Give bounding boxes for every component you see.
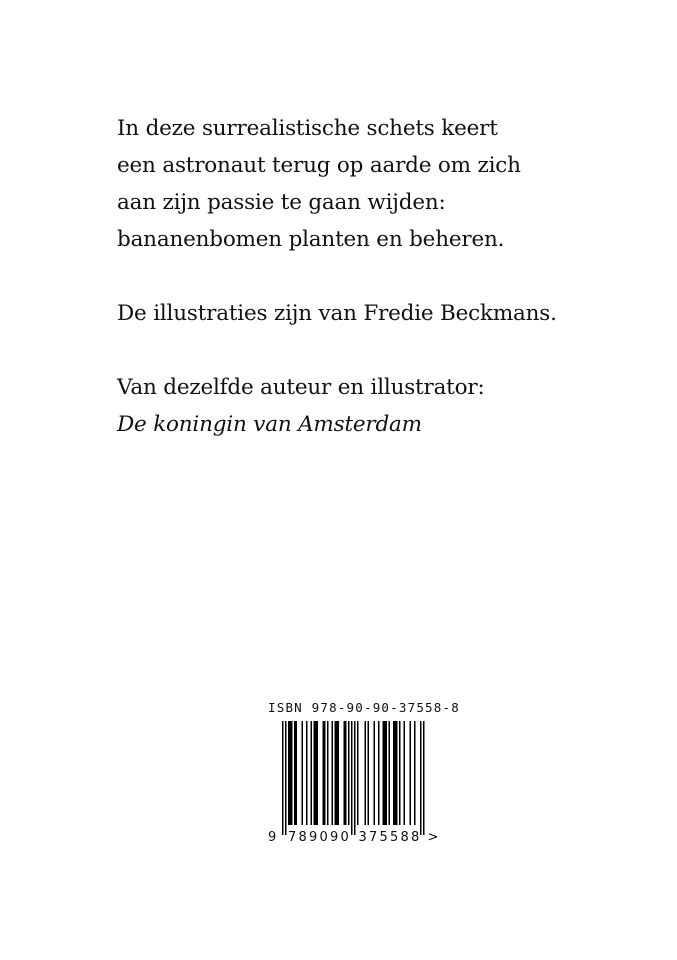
paragraph-spacer [117, 332, 637, 369]
blurb-line-4: bananenbomen planten en beheren. [117, 227, 505, 252]
svg-text:9: 9 [309, 830, 318, 845]
svg-text:8: 8 [411, 830, 420, 845]
isbn-label: ISBN 978-90-90-37558-8 [268, 700, 460, 715]
svg-text:7: 7 [288, 830, 297, 845]
svg-text:7: 7 [369, 830, 378, 845]
isbn-barcode [262, 700, 460, 850]
blurb-line-2: een astronaut terug op aarde om zich [117, 153, 521, 178]
blurb-text [117, 110, 637, 443]
svg-text:5: 5 [390, 830, 399, 845]
svg-text:5: 5 [379, 830, 388, 845]
svg-text:9: 9 [268, 830, 277, 845]
svg-text:>: > [427, 830, 439, 845]
svg-text:8: 8 [298, 830, 307, 845]
blurb-line-1: In deze surrealistische schets keert [117, 116, 498, 141]
paragraph-spacer [117, 258, 637, 295]
svg-text:9: 9 [330, 830, 339, 845]
svg-text:0: 0 [340, 830, 349, 845]
blurb-line-3: aan zijn passie te gaan wijden: [117, 190, 446, 215]
other-works-label: Van dezelfde auteur en illustrator: [117, 375, 485, 400]
svg-text:3: 3 [358, 830, 367, 845]
other-work-title: De koningin van Amsterdam [117, 412, 422, 437]
illustrator-credit: De illustraties zijn van Fredie Beckmans. [117, 301, 557, 326]
svg-text:0: 0 [319, 830, 328, 845]
svg-text:8: 8 [400, 830, 409, 845]
ean13-barcode-icon [262, 720, 442, 850]
